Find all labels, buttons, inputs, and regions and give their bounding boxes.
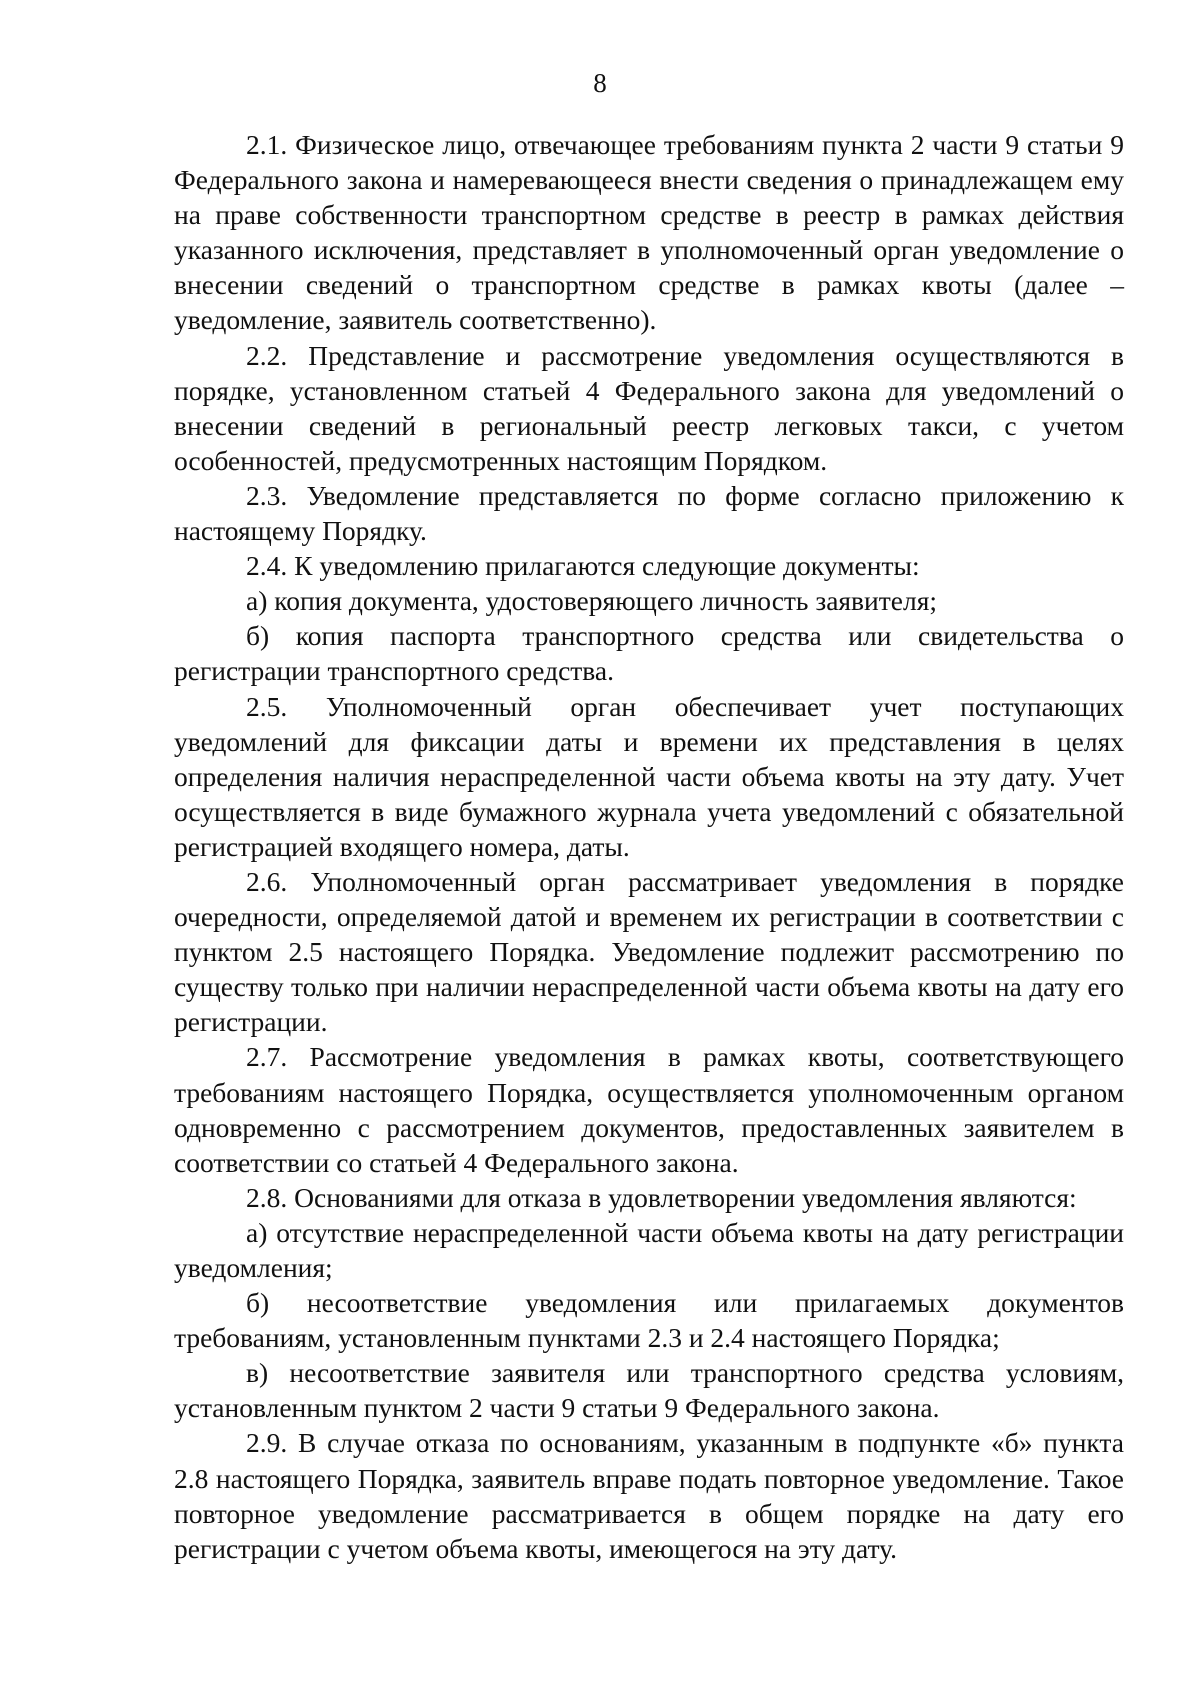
paragraph-2-5: 2.5. Уполномоченный орган обеспечивает учет поступающих уведомлений для фиксации даты и времени их представления в целях определения наличия нераспределенной части объема квоты на эту дату. Учет осуществляется в виде бумажного журнала учета уведомлений с обязательной регистрацией входящего номера, даты. <box>174 690 1124 862</box>
paragraph-2-8-a: а) отсутствие нераспределенной части объема квоты на дату регистрации уведомления; <box>174 1216 1124 1283</box>
paragraph-2-4-a: а) копия документа, удостоверяющего личность заявителя; <box>246 585 937 617</box>
paragraph-2-3: 2.3. Уведомление представляется по форме согласно приложению к настоящему Порядку. <box>174 479 1124 547</box>
paragraph-2-1: 2.1. Физическое лицо, отвечающее требованиям пункта 2 части 9 статьи 9 Федерального закона и намеревающееся внести сведения о принадлежащем ему на праве собственности транспортном средстве в реестр в рамках действия указанного исключения, представляет в уполномоченный орган уведомление о внесении сведений о транспортном средстве в рамках квоты (далее – уведомление, заявитель соответственно). <box>174 129 1124 336</box>
paragraph-2-4-b: б) копия паспорта транспортного средства или свидетельства о регистрации транспортного средства. <box>174 620 1124 687</box>
paragraph-2-7: 2.7. Рассмотрение уведомления в рамках квоты, соответствующего требованиям настоящего Порядка, осуществляется уполномоченным органом одновременно с рассмотрением документов, предоставленных заявителем в соответствии со статьей 4 Федерального закона. <box>174 1041 1124 1178</box>
paragraph-2-8-b: б) несоответствие уведомления или прилагаемых документов требованиям, установленным пунктами 2.3 и 2.4 настоящего Порядка; <box>174 1287 1124 1354</box>
paragraph-2-8-v: в) несоответствие заявителя или транспортного средства условиям, установленным пунктом 2 части 9 статьи 9 Федерального закона. <box>174 1357 1124 1424</box>
page-number: 8 <box>593 68 607 98</box>
document-body <box>174 127 1124 1566</box>
paragraph-2-9: 2.9. В случае отказа по основаниям, указанным в подпункте «б» пункта 2.8 настоящего Порядка, заявитель вправе подать повторное уведомление. Такое повторное уведомление рассматривается в общем порядке на дату его регистрации с учетом объема квоты, имеющегося на эту дату. <box>174 1427 1124 1564</box>
paragraph-2-4: 2.4. К уведомлению прилагаются следующие документы: <box>246 550 920 582</box>
paragraph-2-8: 2.8. Основаниями для отказа в удовлетворении уведомления являются: <box>246 1181 1077 1213</box>
paragraph-2-2: 2.2. Представление и рассмотрение уведомления осуществляются в порядке, установленном статьей 4 Федерального закона для уведомлений о внесении сведений в региональный реестр легковых такси, с учетом особенностей, предусмотренных настоящим Порядком. <box>174 339 1124 476</box>
paragraph-2-6: 2.6. Уполномоченный орган рассматривает уведомления в порядке очередности, определяемой датой и временем их регистрации в соответствии с пунктом 2.5 настоящего Порядка. Уведомление подлежит рассмотрению по существу только при наличии нераспределенной части объема квоты на дату его регистрации. <box>174 865 1124 1038</box>
